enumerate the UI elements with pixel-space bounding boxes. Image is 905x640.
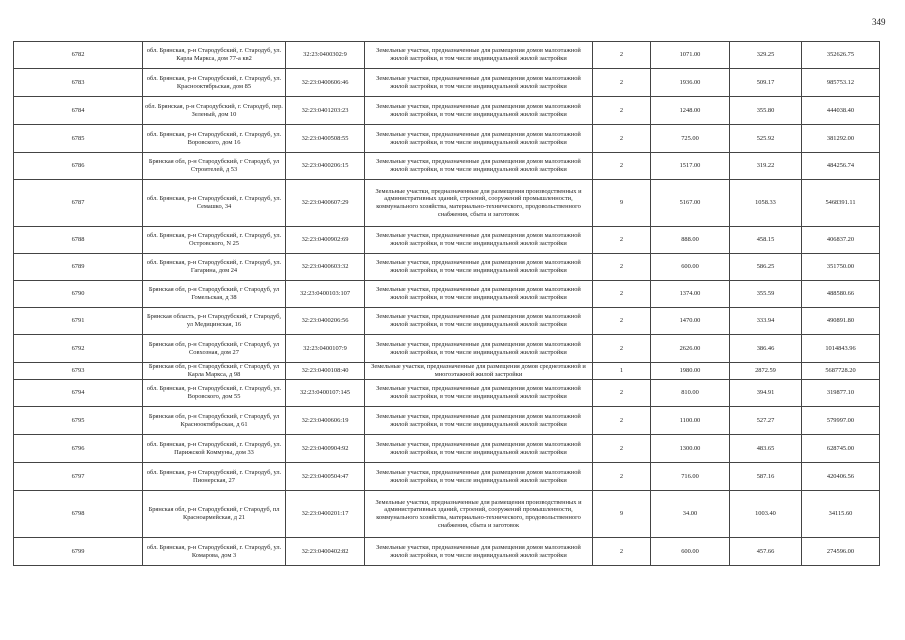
group-number-cell: 2: [593, 281, 651, 308]
cadastral-value-cell: 5468391.11: [802, 180, 880, 227]
table-row: [14, 153, 880, 180]
address-cell: Брянская обл, р-н Стародубский, г Стародуб, ул Гомельская, д 38: [143, 281, 286, 308]
group-number-cell: 2: [593, 69, 651, 97]
cadastral-number-cell: 32:23:0400103:107: [286, 281, 365, 308]
address-cell: обл. Брянская, р-н Стародубский, г. Стародуб, ул. Гагарина, дом 24: [143, 254, 286, 281]
land-use-cell: Земельные участки, предназначенные для размещения домов среднеэтажной и многоэтажной жилой застройки: [365, 363, 593, 380]
unit-cost-cell: 1058.33: [730, 180, 802, 227]
cadastral-number-cell: 32:23:0400206:15: [286, 153, 365, 180]
area-cell: 1100.00: [651, 407, 730, 435]
cadastral-value-cell: 319877.10: [802, 380, 880, 407]
row-number: 6786: [14, 153, 143, 180]
unit-cost-cell: 2872.59: [730, 363, 802, 380]
area-cell: 716.00: [651, 463, 730, 491]
row-number: 6785: [14, 125, 143, 153]
area-cell: 34.00: [651, 491, 730, 538]
table-row: [14, 281, 880, 308]
cadastral-value-cell: 628745.00: [802, 435, 880, 463]
table-row: [14, 363, 880, 380]
land-use-cell: Земельные участки, предназначенные для размещения домов малоэтажной жилой застройки, в том числе индивидуальной жилой застройки: [365, 69, 593, 97]
unit-cost-cell: 483.65: [730, 435, 802, 463]
area-cell: 1517.00: [651, 153, 730, 180]
unit-cost-cell: 586.25: [730, 254, 802, 281]
land-use-cell: Земельные участки, предназначенные для размещения производственных и административных зданий, строений, сооружений промышленности, коммунального хозяйства, материально-технического, продовольственного снабжения, сбыта и заготовок: [365, 491, 593, 538]
area-cell: 725.00: [651, 125, 730, 153]
area-cell: 2626.00: [651, 335, 730, 363]
area-cell: 600.00: [651, 538, 730, 566]
area-cell: 1980.00: [651, 363, 730, 380]
table-row: [14, 335, 880, 363]
group-number-cell: 1: [593, 363, 651, 380]
group-number-cell: 2: [593, 463, 651, 491]
cadastral-number-cell: 32:23:0400206:56: [286, 308, 365, 335]
address-cell: Брянская обл, р-н Стародубский, г Стародуб, ул Карла Маркса, д 98: [143, 363, 286, 380]
cadastral-number-cell: 32:23:0400508:55: [286, 125, 365, 153]
address-cell: обл. Брянская, р-н Стародубский, г. Стародуб, ул. Пионерская, 27: [143, 463, 286, 491]
cadastral-number-cell: 32:23:0400402:82: [286, 538, 365, 566]
group-number-cell: 2: [593, 97, 651, 125]
land-use-cell: Земельные участки, предназначенные для размещения домов малоэтажной жилой застройки, в том числе индивидуальной жилой застройки: [365, 153, 593, 180]
address-cell: Брянская обл, р-н Стародубский, г Стародуб, ул Краснооктябрьская, д 61: [143, 407, 286, 435]
table-row: [14, 308, 880, 335]
area-cell: 1374.00: [651, 281, 730, 308]
cadastral-value-cell: 444038.40: [802, 97, 880, 125]
land-use-cell: Земельные участки, предназначенные для размещения домов малоэтажной жилой застройки, в том числе индивидуальной жилой застройки: [365, 335, 593, 363]
land-use-cell: Земельные участки, предназначенные для размещения домов малоэтажной жилой застройки, в том числе индивидуальной жилой застройки: [365, 281, 593, 308]
cadastral-value-cell: 351750.00: [802, 254, 880, 281]
cadastral-value-cell: 490891.80: [802, 308, 880, 335]
row-number: 6792: [14, 335, 143, 363]
cadastral-number-cell: 32:23:0400902:69: [286, 227, 365, 254]
row-number: 6790: [14, 281, 143, 308]
table-row: [14, 125, 880, 153]
table-row: [14, 491, 880, 538]
address-cell: обл. Брянская, р-н Стародубский, г. Стародуб, ул. Воровского, дом 16: [143, 125, 286, 153]
land-use-cell: Земельные участки, предназначенные для размещения домов малоэтажной жилой застройки, в том числе индивидуальной жилой застройки: [365, 97, 593, 125]
table-row: [14, 380, 880, 407]
cadastral-number-cell: 32:23:0400606:19: [286, 407, 365, 435]
group-number-cell: 2: [593, 538, 651, 566]
row-number: 6789: [14, 254, 143, 281]
land-use-cell: Земельные участки, предназначенные для размещения домов малоэтажной жилой застройки, в том числе индивидуальной жилой застройки: [365, 463, 593, 491]
group-number-cell: 2: [593, 335, 651, 363]
cadastral-number-cell: 32:23:0400904:92: [286, 435, 365, 463]
unit-cost-cell: 333.94: [730, 308, 802, 335]
unit-cost-cell: 587.16: [730, 463, 802, 491]
area-cell: 1071.00: [651, 42, 730, 69]
group-number-cell: 9: [593, 180, 651, 227]
row-number: 6795: [14, 407, 143, 435]
page-number: 349: [872, 17, 886, 27]
cadastral-value-cell: 381292.00: [802, 125, 880, 153]
area-cell: 810.00: [651, 380, 730, 407]
cadastral-value-cell: 274596.00: [802, 538, 880, 566]
unit-cost-cell: 458.15: [730, 227, 802, 254]
land-use-cell: Земельные участки, предназначенные для размещения домов малоэтажной жилой застройки, в том числе индивидуальной жилой застройки: [365, 227, 593, 254]
land-use-cell: Земельные участки, предназначенные для размещения домов малоэтажной жилой застройки, в том числе индивидуальной жилой застройки: [365, 125, 593, 153]
land-plot-registry-table: [13, 41, 880, 566]
address-cell: обл. Брянская, р-н Стародубский, г. Стародуб, пер. Зеленый, дом 10: [143, 97, 286, 125]
row-number: 6783: [14, 69, 143, 97]
address-cell: Брянская обл, р-н Стародубский, г Стародуб, пл Красноармейская, д 21: [143, 491, 286, 538]
land-use-cell: Земельные участки, предназначенные для размещения производственных и административных зданий, строений, сооружений промышленности, коммунального хозяйства, материально-технического, продовольственного снабжения, сбыта и заготовок: [365, 180, 593, 227]
cadastral-number-cell: 32:23:0400607:29: [286, 180, 365, 227]
group-number-cell: 2: [593, 254, 651, 281]
table-row: [14, 407, 880, 435]
row-number: 6787: [14, 180, 143, 227]
address-cell: обл. Брянская, р-н Стародубский, г. Стародуб, ул. Островского, N 25: [143, 227, 286, 254]
unit-cost-cell: 525.92: [730, 125, 802, 153]
group-number-cell: 2: [593, 153, 651, 180]
cadastral-value-cell: 34115.60: [802, 491, 880, 538]
group-number-cell: 2: [593, 308, 651, 335]
table-row: [14, 435, 880, 463]
group-number-cell: 9: [593, 491, 651, 538]
cadastral-value-cell: 406837.20: [802, 227, 880, 254]
table-row: [14, 180, 880, 227]
table-row: [14, 42, 880, 69]
table-row: [14, 254, 880, 281]
address-cell: Брянская обл, р-н Стародубский, г Стародуб, ул Строителей, д 53: [143, 153, 286, 180]
cadastral-number-cell: 32:23:0400107:9: [286, 335, 365, 363]
unit-cost-cell: 1003.40: [730, 491, 802, 538]
cadastral-value-cell: 420406.56: [802, 463, 880, 491]
group-number-cell: 2: [593, 435, 651, 463]
area-cell: 1248.00: [651, 97, 730, 125]
unit-cost-cell: 329.25: [730, 42, 802, 69]
row-number: 6791: [14, 308, 143, 335]
cadastral-number-cell: 32:23:0400201:17: [286, 491, 365, 538]
group-number-cell: 2: [593, 407, 651, 435]
table-row: [14, 538, 880, 566]
cadastral-value-cell: 1014843.96: [802, 335, 880, 363]
cadastral-value-cell: 5687728.20: [802, 363, 880, 380]
address-cell: обл. Брянская, р-н Стародубский, г. Стародуб, ул. Карла Маркса, дом 77-а кв2: [143, 42, 286, 69]
address-cell: Брянская область, р-н Стародубский, г Стародуб, ул Медицинская, 16: [143, 308, 286, 335]
row-number: 6798: [14, 491, 143, 538]
area-cell: 5167.00: [651, 180, 730, 227]
land-use-cell: Земельные участки, предназначенные для размещения домов малоэтажной жилой застройки, в том числе индивидуальной жилой застройки: [365, 435, 593, 463]
cadastral-number-cell: 32:23:0401203:23: [286, 97, 365, 125]
area-cell: 1936.00: [651, 69, 730, 97]
row-number: 6794: [14, 380, 143, 407]
table-row: [14, 227, 880, 254]
cadastral-number-cell: 32:23:0400603:32: [286, 254, 365, 281]
group-number-cell: 2: [593, 125, 651, 153]
unit-cost-cell: 355.80: [730, 97, 802, 125]
land-use-cell: Земельные участки, предназначенные для размещения домов малоэтажной жилой застройки, в том числе индивидуальной жилой застройки: [365, 42, 593, 69]
row-number: 6793: [14, 363, 143, 380]
table-row: [14, 463, 880, 491]
cadastral-number-cell: 32:23:0400107:145: [286, 380, 365, 407]
cadastral-value-cell: 484256.74: [802, 153, 880, 180]
land-use-cell: Земельные участки, предназначенные для размещения домов малоэтажной жилой застройки, в том числе индивидуальной жилой застройки: [365, 407, 593, 435]
land-use-cell: Земельные участки, предназначенные для размещения домов малоэтажной жилой застройки, в том числе индивидуальной жилой застройки: [365, 538, 593, 566]
address-cell: обл. Брянская, р-н Стародубский, г. Стародуб, ул. Парижской Коммуны, дом 33: [143, 435, 286, 463]
land-use-cell: Земельные участки, предназначенные для размещения домов малоэтажной жилой застройки, в том числе индивидуальной жилой застройки: [365, 308, 593, 335]
unit-cost-cell: 457.66: [730, 538, 802, 566]
row-number: 6784: [14, 97, 143, 125]
cadastral-value-cell: 579997.00: [802, 407, 880, 435]
cadastral-value-cell: 488580.66: [802, 281, 880, 308]
cadastral-number-cell: 32:23:0400504:47: [286, 463, 365, 491]
unit-cost-cell: 319.22: [730, 153, 802, 180]
unit-cost-cell: 509.17: [730, 69, 802, 97]
area-cell: 888.00: [651, 227, 730, 254]
area-cell: 1470.00: [651, 308, 730, 335]
table-row: [14, 69, 880, 97]
group-number-cell: 2: [593, 380, 651, 407]
address-cell: обл. Брянская, р-н Стародубский, г. Стародуб, ул. Краснооктябрьская, дом 85: [143, 69, 286, 97]
cadastral-value-cell: 985753.12: [802, 69, 880, 97]
group-number-cell: 2: [593, 42, 651, 69]
address-cell: обл. Брянская, р-н Стародубский, г. Стародуб, ул. Семашко, 34: [143, 180, 286, 227]
group-number-cell: 2: [593, 227, 651, 254]
cadastral-number-cell: 32:23:0400606:46: [286, 69, 365, 97]
cadastral-value-cell: 352626.75: [802, 42, 880, 69]
unit-cost-cell: 527.27: [730, 407, 802, 435]
cadastral-number-cell: 32:23:0400108:40: [286, 363, 365, 380]
row-number: 6797: [14, 463, 143, 491]
unit-cost-cell: 394.91: [730, 380, 802, 407]
row-number: 6799: [14, 538, 143, 566]
row-number: 6788: [14, 227, 143, 254]
table-row: [14, 97, 880, 125]
area-cell: 1300.00: [651, 435, 730, 463]
address-cell: обл. Брянская, р-н Стародубский, г. Стародуб, ул. Комарова, дом 3: [143, 538, 286, 566]
cadastral-number-cell: 32:23:0400302:9: [286, 42, 365, 69]
address-cell: Брянская обл, р-н Стародубский, г Стародуб, ул Совхозная, дом 27: [143, 335, 286, 363]
unit-cost-cell: 386.46: [730, 335, 802, 363]
unit-cost-cell: 355.59: [730, 281, 802, 308]
land-use-cell: Земельные участки, предназначенные для размещения домов малоэтажной жилой застройки, в том числе индивидуальной жилой застройки: [365, 380, 593, 407]
row-number: 6796: [14, 435, 143, 463]
address-cell: обл. Брянская, р-н Стародубский, г. Стародуб, ул. Воровского, дом 55: [143, 380, 286, 407]
land-use-cell: Земельные участки, предназначенные для размещения домов малоэтажной жилой застройки, в том числе индивидуальной жилой застройки: [365, 254, 593, 281]
row-number: 6782: [14, 42, 143, 69]
area-cell: 600.00: [651, 254, 730, 281]
